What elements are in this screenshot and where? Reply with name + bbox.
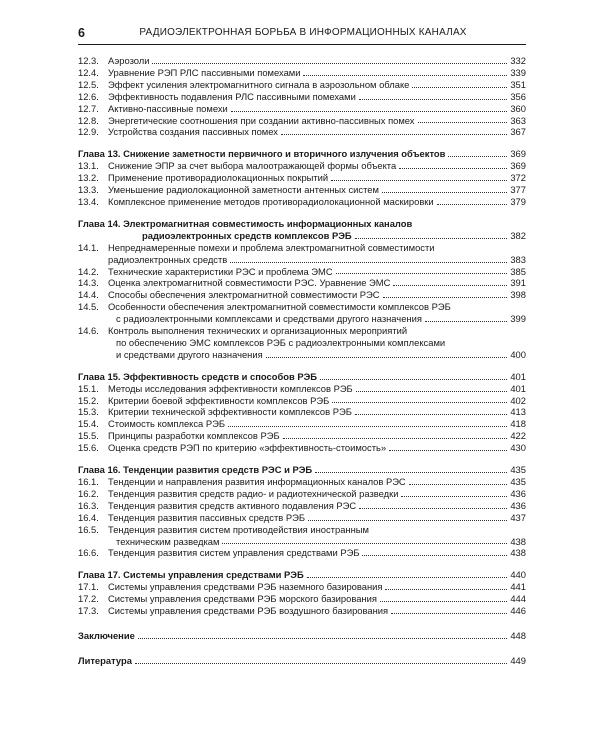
table-of-contents	[78, 55, 526, 667]
header-rule	[78, 44, 526, 45]
toc-entry-12-7: 12.7. Активно-пассивные помехи 360	[78, 102, 526, 114]
toc-entry-13-4: 13.4. Комплексное применение методов противорадиолокационной маскировки 379	[78, 195, 526, 207]
toc-entry-16-1: 16.1. Тенденции и направления развития информационных каналов РЭС 435	[78, 476, 526, 487]
toc-entry-12-8: 12.8. Энергетические соотношения при создании активно-пассивных помех 363	[78, 114, 526, 126]
toc-chapter-16: Глава 16. Тенденции развития средств РЭС и РЭБ 435	[78, 464, 526, 476]
toc-entry-14-4: 14.4. Способы обеспечения электромагнитной совместимости РЭС 398	[78, 289, 526, 301]
toc-entry-14-5-line1: 14.5. Особенности обеспечения электромагнитной совместимости комплексов РЭБ	[78, 301, 451, 313]
toc-entry-13-3: 13.3. Уменьшение радиолокационной заметности антенных систем 377	[78, 184, 526, 196]
toc-entry-13-1: 13.1. Снижение ЭПР за счет выбора малоотражающей формы объекта 369	[78, 160, 526, 172]
toc-entry-15-4: 15.4. Стоимость комплекса РЭБ 418	[78, 418, 526, 430]
toc-conclusion: Заключение 448	[78, 629, 526, 641]
toc-entry-16-4: 16.4. Тенденция развития пассивных средств РЭБ 437	[78, 511, 526, 523]
toc-entry-15-1: 15.1. Методы исследования эффективности комплексов РЭБ 401	[78, 382, 526, 394]
toc-entry-14-6-line1: 14.6. Контроль выполнения технических и организационных мероприятий	[78, 325, 408, 337]
toc-entry-17-3: 17.3. Системы управления средствами РЭБ воздушного базирования 446	[78, 605, 526, 617]
toc-entry-14-5: с радиоэлектронными комплексами и средствами другого назначения 399	[116, 313, 526, 325]
toc-entry-15-5: 15.5. Принципы разработки комплексов РЭБ 422	[78, 430, 526, 442]
toc-entry-17-1: 17.1. Системы управления средствами РЭБ наземного базирования 441	[78, 581, 526, 593]
toc-entry-17-2: 17.2. Системы управления средствами РЭБ морского базирования 444	[78, 593, 526, 605]
toc-entry-14-1-line1: 14.1. Непреднамеренные помехи и проблема электромагнитной совместимости	[78, 241, 435, 253]
page-header	[78, 26, 528, 44]
toc-chapter-14: радиоэлектронных средств комплексов РЭБ 382	[142, 229, 526, 241]
toc-chapter-15: Глава 15. Эффективность средств и способов РЭБ 401	[78, 370, 526, 382]
toc-literature: Литература 449	[78, 654, 526, 666]
toc-entry-14-3: 14.3. Оценка электромагнитной совместимости РЭС. Уравнение ЭМС 391	[78, 277, 526, 289]
toc-chapter-13: Глава 13. Снижение заметности первичного и вторичного излучения объектов 369	[78, 148, 526, 160]
toc-entry-16-2: 16.2. Тенденция развития средств радио- и радиотехнической разведки 436	[78, 487, 526, 499]
toc-entry-16-5: техническим разведкам 438	[116, 535, 526, 547]
toc-entry-15-2: 15.2. Критерии боевой эффективности комплексов РЭБ 402	[78, 394, 526, 406]
toc-entry-12-5: 12.5. Эффект усиления электромагнитного сигнала в аэрозольном облаке 351	[78, 78, 526, 90]
toc-entry-12-3: 12.3. Аэрозоли 332	[78, 55, 526, 66]
toc-entry-16-5-line1: 16.5. Тенденция развития систем противодействия иностранным	[78, 523, 369, 535]
toc-entry-13-2: 13.2. Применение противорадиолокационных покрытий 372	[78, 172, 526, 184]
toc-entry-15-6: 15.6. Оценка средств РЭП по критерию «эффективность-стоимость» 430	[78, 442, 526, 454]
toc-entry-16-3: 16.3. Тенденция развития средств активного подавления РЭС 436	[78, 499, 526, 511]
toc-entry-12-6: 12.6. Эффективность подавления РЛС пассивными помехами 356	[78, 90, 526, 102]
toc-entry-14-2: 14.2. Технические характеристики РЭС и проблема ЭМС 385	[78, 265, 526, 277]
toc-entry-12-4: 12.4. Уравнение РЭП РЛС пассивными помехами 339	[78, 66, 526, 78]
toc-entry-14-1: радиоэлектронных средств 383	[108, 253, 526, 265]
running-title: РАДИОЭЛЕКТРОННАЯ БОРЬБА В ИНФОРМАЦИОННЫХ КАНАЛАХ	[139, 27, 467, 38]
toc-entry-15-3: 15.3. Критерии технической эффективности комплексов РЭБ 413	[78, 406, 526, 418]
toc-entry-14-6: и средствами другого назначения 400	[116, 348, 526, 360]
toc-entry-12-9: 12.9. Устройства создания пассивных помех 367	[78, 126, 526, 138]
toc-entry-16-6: 16.6. Тенденция развития систем управления средствами РЭБ 438	[78, 547, 526, 559]
toc-entry-14-6-line2: по обеспечению ЭМС комплексов РЭБ с радиоэлектронными комплексами	[116, 336, 446, 348]
page-number: 6	[78, 26, 85, 40]
toc-chapter-14-line1: Глава 14. Электромагнитная совместимость информационных каналов	[78, 217, 413, 229]
toc-chapter-17: Глава 17. Системы управления средствами РЭБ 440	[78, 569, 526, 581]
